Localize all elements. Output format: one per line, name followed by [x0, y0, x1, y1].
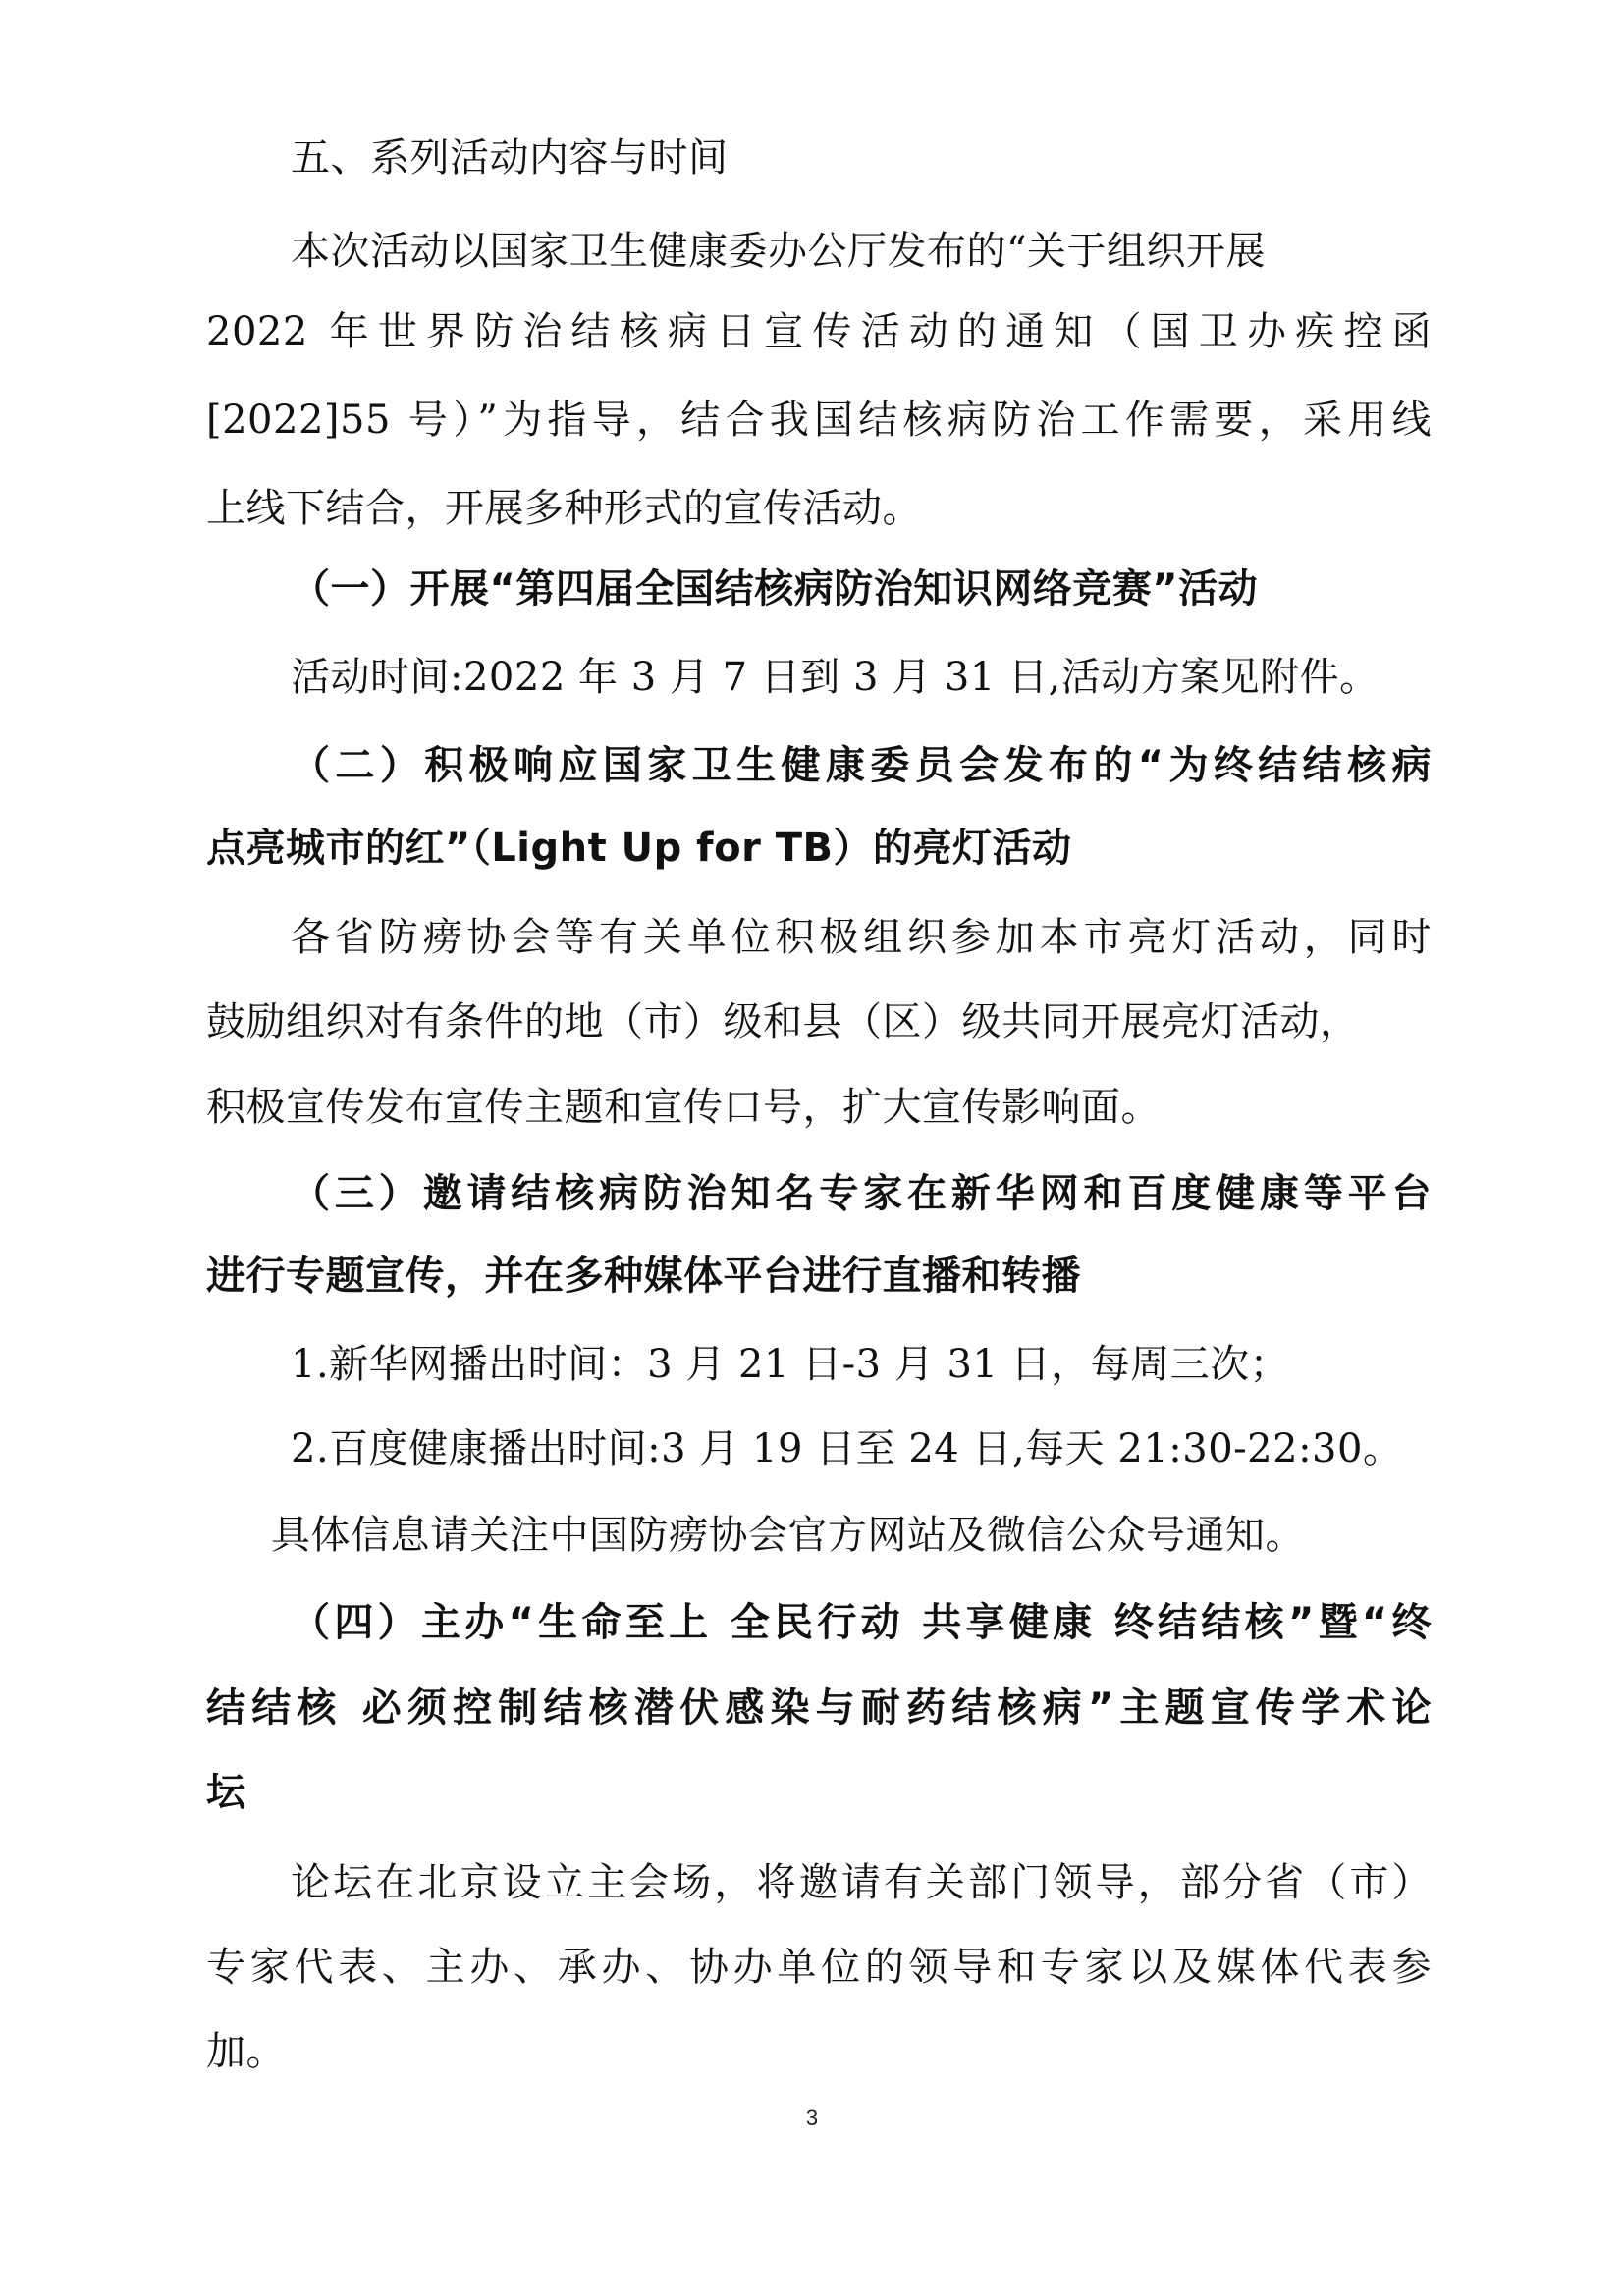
page-number: 3 [805, 2106, 819, 2130]
item3-list-item-2: 2.百度健康播出时间:3 月 19 日至 24 日,每天 21:30-22:30。 [291, 1426, 1403, 1471]
item3-heading-line-1: （三）邀请结核病防治知名专家在新华网和百度健康等平台 [291, 1171, 1432, 1216]
item3-note: 具体信息请关注中国防痨协会官方网站及微信公众号通知。 [271, 1513, 1305, 1558]
item3-list-item-1: 1.新华网播出时间：3 月 21 日-3 月 31 日，每周三次； [291, 1342, 1290, 1387]
intro-line-1: 本次活动以国家卫生健康委办公厅发布的“关于组织开展 [291, 229, 1266, 274]
item2-heading-line-1: （二）积极响应国家卫生健康委员会发布的“为终结结核病 [291, 743, 1432, 788]
intro-line-2: 2022 年世界防治结核病日宣传活动的通知（国卫办疾控函 [206, 309, 1432, 354]
item4-body-line-1: 论坛在北京设立主会场，将邀请有关部门领导，部分省（市） [291, 1860, 1432, 1905]
item4-body-line-2: 专家代表、主办、承办、协办单位的领导和专家以及媒体代表参 [206, 1945, 1432, 1990]
item1-time-text: 活动时间:2022 年 3 月 7 日到 3 月 31 日,活动方案见附件。 [291, 655, 1380, 700]
intro-line-4: 上线下结合，开展多种形式的宣传活动。 [206, 486, 922, 531]
item2-body-line-3: 积极宣传发布宣传主题和宣传口号，扩大宣传影响面。 [206, 1085, 1161, 1130]
item2-heading-line-2: 点亮城市的红”（Light Up for TB）的亮灯活动 [206, 826, 1072, 871]
item4-heading-line-2: 结结核 必须控制结核潜伏感染与耐药结核病”主题宣传学术论 [206, 1685, 1432, 1731]
intro-line-3: [2022]55 号）”为指导，结合我国结核病防治工作需要，采用线 [206, 398, 1432, 443]
item4-heading-line-1: （四）主办“生命至上 全民行动 共享健康 终结结核”暨“终 [291, 1600, 1432, 1645]
item2-body-line-1: 各省防痨协会等有关单位积极组织参加本市亮灯活动，同时 [291, 915, 1432, 960]
item2-body-line-2: 鼓励组织对有条件的地（市）级和县（区）级共同开展亮灯活动， [206, 999, 1360, 1044]
item1-heading: （一）开展“第四届全国结核病防治知识网络竞赛”活动 [291, 566, 1259, 612]
item4-heading-line-3: 坛 [206, 1770, 246, 1815]
section-heading: 五、系列活动内容与时间 [291, 135, 729, 181]
item4-body-line-3: 加。 [206, 2029, 286, 2074]
item3-heading-line-2: 进行专题宣传，并在多种媒体平台进行直播和转播 [206, 1254, 1081, 1299]
